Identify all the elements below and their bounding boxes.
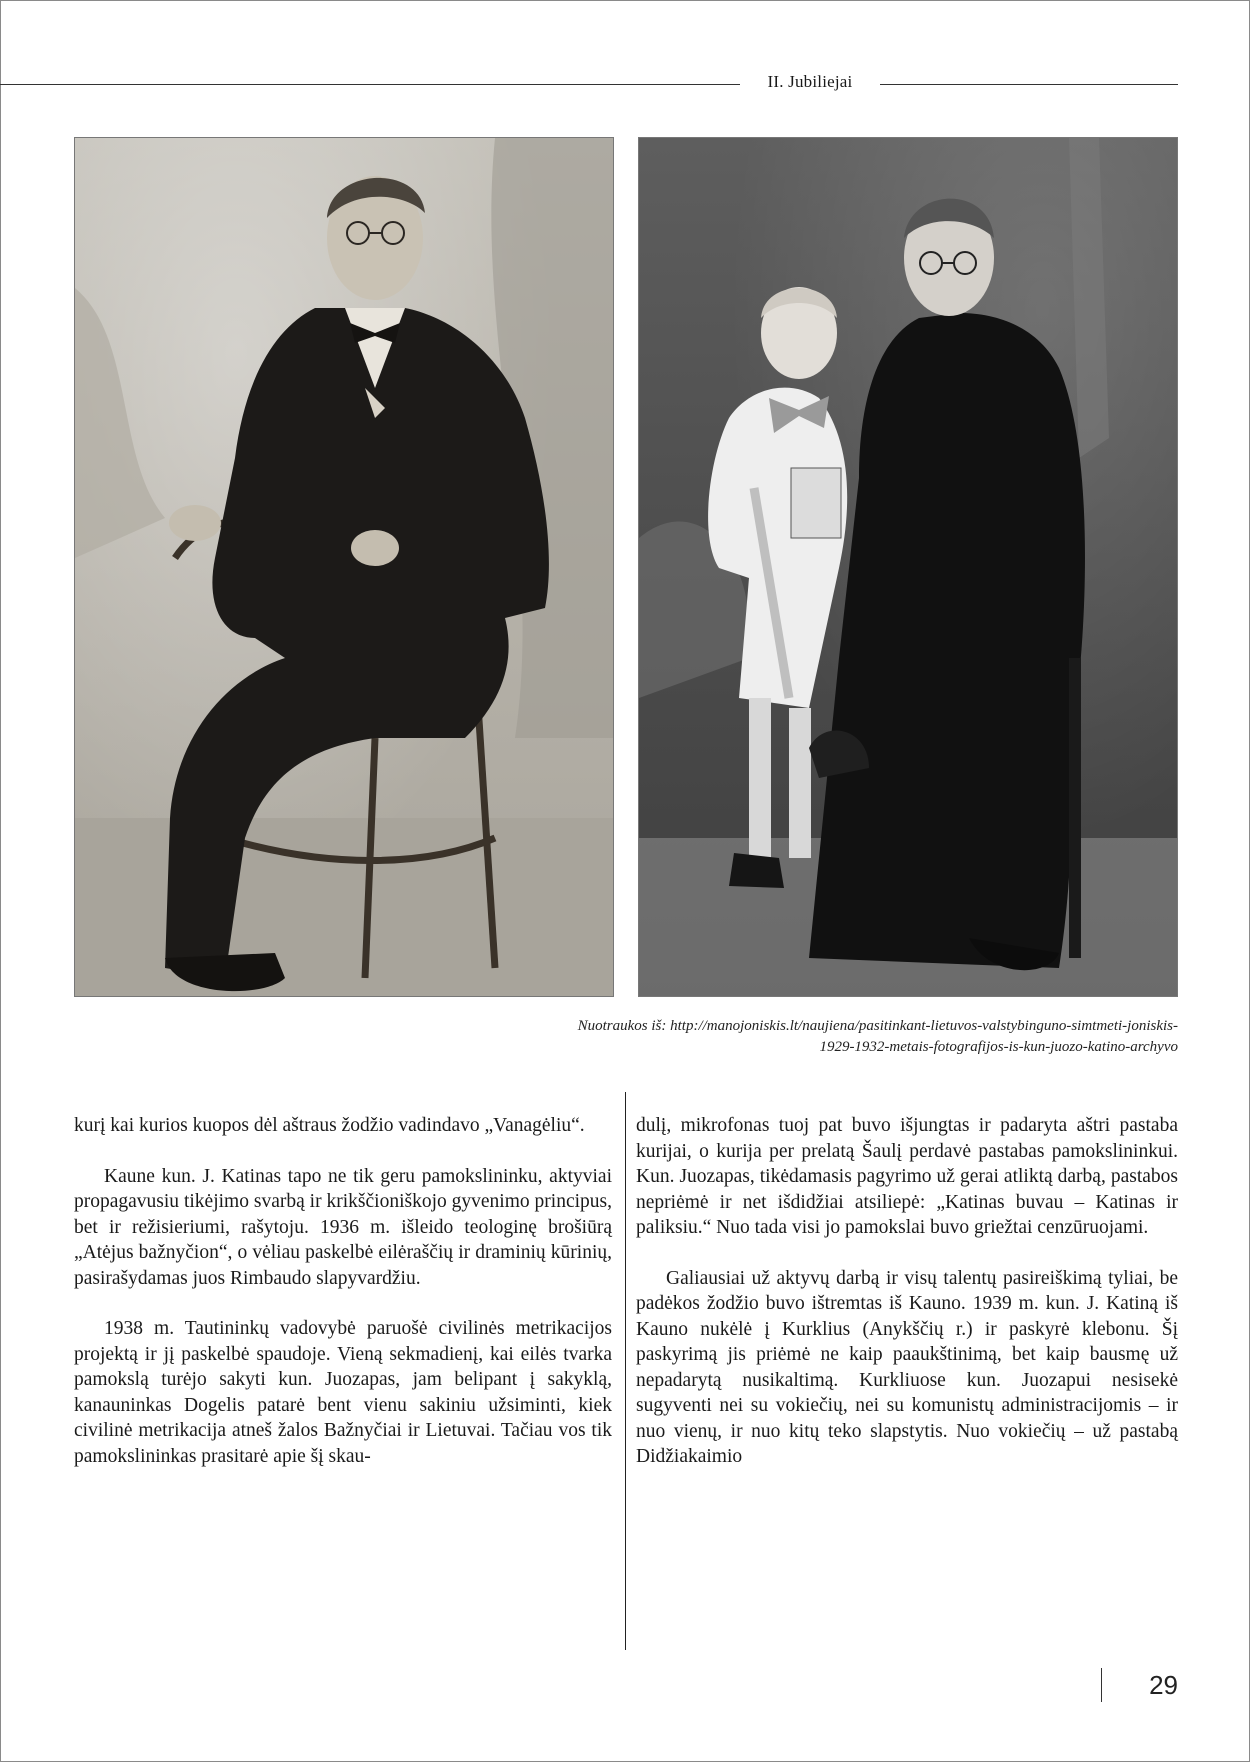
header-rule-left <box>0 84 740 85</box>
text-column-left <box>74 1113 612 1494</box>
footer-divider <box>1101 1668 1102 1702</box>
photo-seated-young-man <box>74 137 614 997</box>
portrait-priest-with-boy-photo <box>639 138 1177 996</box>
running-header <box>0 72 1178 96</box>
paragraph: 1938 m. Tautininkų vadovybė paruošė civilinės metrikacijos projektą ir jį paskelbė spaudoje. Vieną sekmadienį, kai eilės tvarka pamokslą turėjo sakyti kun. Juozapas, jam belipant į sakyklą, kanauninkas Dogelis patarė bent vienu sakiniu užsiminti, kiek civilinė metrikacija atneš žalos Bažnyčiai ir Lietuvai. Tačiau vos tik pamokslininkas prasitarė apie šį skau- <box>74 1318 612 1467</box>
header-rule-right <box>880 84 1178 85</box>
column-divider <box>625 1092 626 1650</box>
caption-line-2: 1929-1932-metais-fotografijos-is-kun-juozo-katino-archyvo <box>819 1039 1178 1055</box>
paragraph: Galiausiai už aktyvų darbą ir visų talentų pasireiškimą tyliai, be padėkos žodžio buvo ištremtas iš Kauno. 1939 m. kun. J. Katiną iš Kauno nukėlė į Kurklius (Anykščių r.) ir paskyrė klebonu. Šį paskyrimą jis priėmė ne kaip paaukštinimą, bet kaip bausmę už nepadarytą nusikaltimą. Kurkliuose kun. Juozapui nesisekė sugyventi nei su vokiečių, nei su komunistų administracijomis – ir nuo vienų, ir nuo kitų teko slapstytis. Nuo vokiečių – už pastabą Didžiakaimio <box>636 1267 1178 1467</box>
section-title: II. Jubiliejai <box>767 72 853 91</box>
page-number: 29 <box>1149 1670 1178 1700</box>
portrait-seated-young-man-photo <box>75 138 613 996</box>
caption-line-1: Nuotraukos iš: http://manojoniskis.lt/naujiena/pasitinkant-lietuvos-valstybinguno-simtmeti-joniskis- <box>577 1018 1178 1034</box>
paragraph: kurį kai kurios kuopos dėl aštraus žodžio vadindavo „Vanagėliu“. <box>74 1115 585 1136</box>
text-column-right <box>636 1113 1178 1495</box>
photo-priest-with-boy <box>638 137 1178 997</box>
photo-caption <box>300 1016 1178 1058</box>
paragraph: Kaune kun. J. Katinas tapo ne tik geru pamokslininku, aktyviai propagavusiu tikėjimo svarbą ir krikščioniškojo gyvenimo principus, bet ir režisieriumi, rašytoju. 1936 m. išleido teologinę brošiūrą „Atėjus bažnyčion“, o vėliau paskelbė eilėraščių ir draminių kūrinių, pasirašydamas juos Rimbaudo slapyvardžiu. <box>74 1165 612 1289</box>
paragraph: dulį, mikrofonas tuoj pat buvo išjungtas ir padaryta aštri pastaba kurijai, o kurija per prelatą Šaulį perdavė pastabas pamokslininkui. Kun. Juozapas, tikėdamasis pagyrimo už gerai atliktą darbą, pastabos nepriėmė ir net išdidžiai atsiliepė: „Katinas buvau – Katinas ir paliksiu.“ Nuo tada visi jo pamokslai buvo griežtai cenzūruojami. <box>636 1115 1178 1238</box>
